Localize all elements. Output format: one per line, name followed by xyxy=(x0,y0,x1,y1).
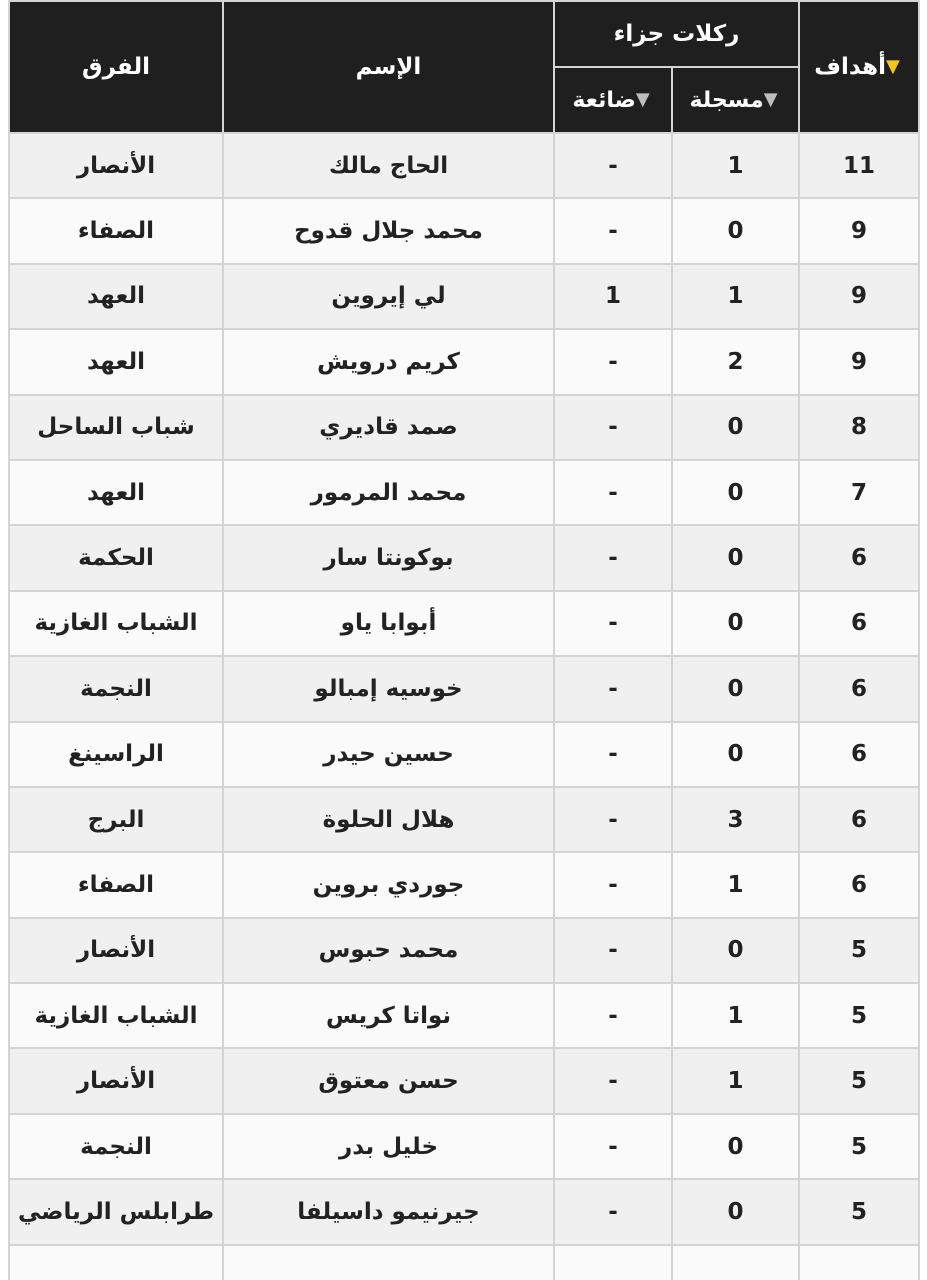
table-row xyxy=(9,656,919,721)
team-name-cell: الصفاء xyxy=(9,852,223,917)
team-column-header: الفرق xyxy=(9,1,223,133)
goals-cell: 9 xyxy=(799,198,919,263)
team-name-cell: الأنصار xyxy=(9,1048,223,1113)
team-name-cell: النجمة xyxy=(9,656,223,721)
table-row xyxy=(9,525,919,590)
goals-cell: 7 xyxy=(799,460,919,525)
penalties-missed-cell: - xyxy=(554,133,672,198)
sort-arrow-icon: ▼ xyxy=(635,88,650,110)
table-row xyxy=(9,1245,919,1280)
scored-header-label: مسجلة xyxy=(689,87,764,113)
goals-cell: 5 xyxy=(799,1179,919,1244)
table-row xyxy=(9,787,919,852)
table-row xyxy=(9,133,919,198)
penalties-scored-cell: 1 xyxy=(672,264,799,329)
goals-cell: 6 xyxy=(799,591,919,656)
penalties-missed-cell: 1 xyxy=(554,264,672,329)
scored-column-header[interactable] xyxy=(672,67,799,133)
table-row xyxy=(9,918,919,983)
goals-cell: 9 xyxy=(799,264,919,329)
player-name-cell: جيرنيمو داسيلفا xyxy=(223,1179,554,1244)
player-name-cell: خوسيه إمبالو xyxy=(223,656,554,721)
team-name-cell: العهد xyxy=(9,329,223,394)
sort-arrow-icon: ▼ xyxy=(763,88,778,110)
player-name-cell: هلال الحلوة xyxy=(223,787,554,852)
penalties-scored-cell: 0 xyxy=(672,198,799,263)
goals-cell: 6 xyxy=(799,525,919,590)
penalties-scored-cell xyxy=(672,1245,799,1280)
player-name-cell: جوردي بروين xyxy=(223,852,554,917)
goals-cell: 6 xyxy=(799,787,919,852)
penalties-missed-cell: - xyxy=(554,1048,672,1113)
team-name-cell: الراسينغ xyxy=(9,722,223,787)
penalties-missed-cell: - xyxy=(554,656,672,721)
penalties-scored-cell: 0 xyxy=(672,591,799,656)
team-name-cell: الأنصار xyxy=(9,133,223,198)
penalties-missed-cell: - xyxy=(554,460,672,525)
penalties-missed-cell xyxy=(554,1245,672,1280)
team-name-cell: شباب الساحل xyxy=(9,395,223,460)
player-name-cell: محمد جلال قدوح xyxy=(223,198,554,263)
player-name-cell: محمد حبوس xyxy=(223,918,554,983)
penalties-missed-cell: - xyxy=(554,722,672,787)
penalties-scored-cell: 2 xyxy=(672,329,799,394)
team-name-cell: طرابلس الرياضي xyxy=(9,1179,223,1244)
goals-cell xyxy=(799,1245,919,1280)
penalties-scored-cell: 0 xyxy=(672,1179,799,1244)
penalties-scored-cell: 1 xyxy=(672,133,799,198)
player-name-cell: حسين حيدر xyxy=(223,722,554,787)
team-name-cell: النجمة xyxy=(9,1114,223,1179)
table-row xyxy=(9,264,919,329)
player-name-cell: حسن معتوق xyxy=(223,1048,554,1113)
team-name-cell: العهد xyxy=(9,460,223,525)
name-column-header: الإسم xyxy=(223,1,554,133)
penalties-scored-cell: 1 xyxy=(672,1048,799,1113)
penalties-scored-cell: 0 xyxy=(672,722,799,787)
penalties-scored-cell: 1 xyxy=(672,983,799,1048)
table-body xyxy=(9,133,919,1280)
player-name-cell: خليل بدر xyxy=(223,1114,554,1179)
penalties-scored-cell: 0 xyxy=(672,395,799,460)
missed-header-label: ضائعة xyxy=(572,87,636,113)
goals-cell: 5 xyxy=(799,1048,919,1113)
player-name-cell: الحاج مالك xyxy=(223,133,554,198)
penalties-scored-cell: 3 xyxy=(672,787,799,852)
goals-cell: 9 xyxy=(799,329,919,394)
table-row xyxy=(9,1179,919,1244)
team-name-cell: الشباب الغازية xyxy=(9,983,223,1048)
penalties-scored-cell: 0 xyxy=(672,656,799,721)
penalties-scored-cell: 1 xyxy=(672,852,799,917)
table-row xyxy=(9,329,919,394)
top-scorers-table xyxy=(8,0,920,1280)
table-row xyxy=(9,460,919,525)
player-name-cell: كريم درويش xyxy=(223,329,554,394)
player-name-cell: لي إيروين xyxy=(223,264,554,329)
table-row xyxy=(9,591,919,656)
penalties-missed-cell: - xyxy=(554,787,672,852)
goals-cell: 5 xyxy=(799,1114,919,1179)
sort-arrow-icon: ▼ xyxy=(885,56,900,77)
team-name-cell: الأنصار xyxy=(9,918,223,983)
penalties-missed-cell: - xyxy=(554,1179,672,1244)
table-row xyxy=(9,983,919,1048)
penalties-missed-cell: - xyxy=(554,852,672,917)
penalties-missed-cell: - xyxy=(554,525,672,590)
goals-cell: 6 xyxy=(799,656,919,721)
goals-header-label: أهداف xyxy=(814,54,886,80)
penalties-scored-cell: 0 xyxy=(672,1114,799,1179)
team-name-cell: الشباب الغازية xyxy=(9,591,223,656)
penalties-missed-cell: - xyxy=(554,591,672,656)
goals-cell: 8 xyxy=(799,395,919,460)
team-name-cell: البرج xyxy=(9,787,223,852)
goals-cell: 6 xyxy=(799,852,919,917)
penalties-scored-cell: 0 xyxy=(672,525,799,590)
player-name-cell: بوكونتا سار xyxy=(223,525,554,590)
team-name-cell xyxy=(9,1245,223,1280)
penalties-missed-cell: - xyxy=(554,1114,672,1179)
missed-column-header[interactable] xyxy=(554,67,672,133)
table-row xyxy=(9,722,919,787)
player-name-cell: محمد المرمور xyxy=(223,460,554,525)
penalties-missed-cell: - xyxy=(554,329,672,394)
table-row xyxy=(9,1114,919,1179)
player-name-cell xyxy=(223,1245,554,1280)
table-row xyxy=(9,198,919,263)
penalties-column-header: ركلات جزاء xyxy=(554,1,799,67)
player-name-cell: نواتا كريس xyxy=(223,983,554,1048)
team-name-cell: الصفاء xyxy=(9,198,223,263)
team-name-cell: الحكمة xyxy=(9,525,223,590)
player-name-cell: صمد قاديري xyxy=(223,395,554,460)
penalties-scored-cell: 0 xyxy=(672,918,799,983)
table-row xyxy=(9,852,919,917)
goals-cell: 11 xyxy=(799,133,919,198)
penalties-missed-cell: - xyxy=(554,918,672,983)
team-name-cell: العهد xyxy=(9,264,223,329)
table-row xyxy=(9,395,919,460)
penalties-scored-cell: 0 xyxy=(672,460,799,525)
goals-cell: 5 xyxy=(799,983,919,1048)
penalties-missed-cell: - xyxy=(554,983,672,1048)
penalties-missed-cell: - xyxy=(554,198,672,263)
penalties-missed-cell: - xyxy=(554,395,672,460)
goals-cell: 5 xyxy=(799,918,919,983)
player-name-cell: أبوابا ياو xyxy=(223,591,554,656)
goals-cell: 6 xyxy=(799,722,919,787)
goals-column-header[interactable] xyxy=(799,1,919,133)
table-row xyxy=(9,1048,919,1113)
